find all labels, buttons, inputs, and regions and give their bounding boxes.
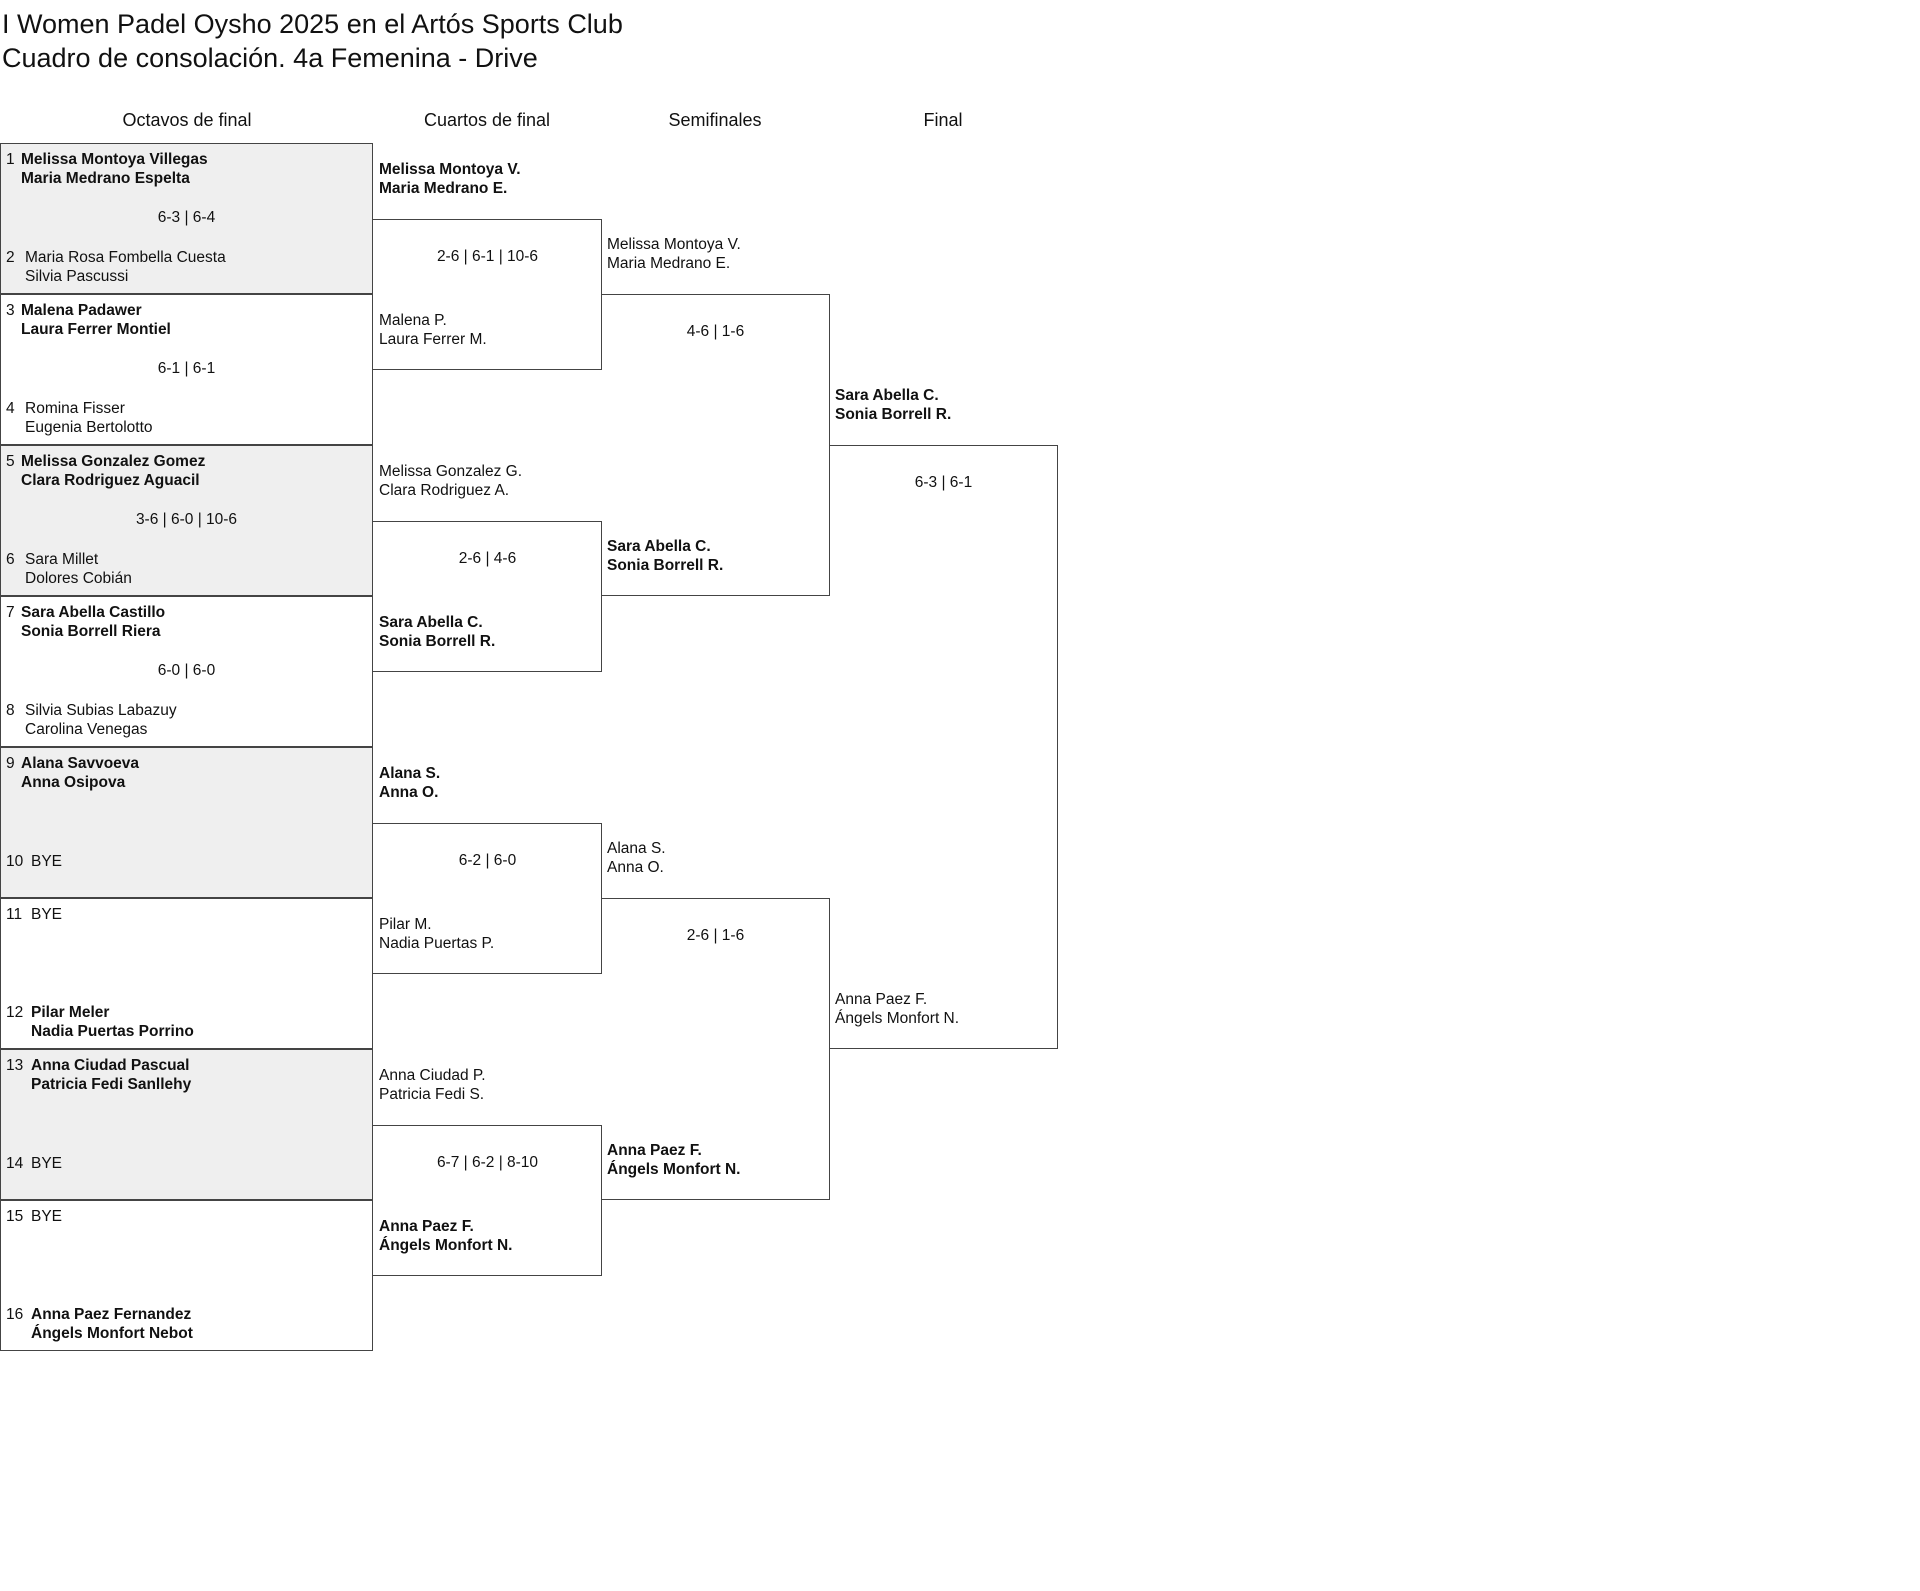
team-player-line: Silvia Subias Labazuy (25, 702, 177, 719)
match-box-octavos (0, 898, 373, 1049)
match-score: 6-3 | 6-4 (157, 209, 216, 226)
match-score: 6-7 | 6-2 | 8-10 (436, 1153, 539, 1171)
match-score: 6-3 | 6-1 (914, 474, 973, 491)
team-player-line: BYE (31, 1155, 63, 1172)
round-header-cuartos: Cuartos de final (423, 110, 551, 130)
team-player-line: Anna Ciudad Pascual (31, 1057, 190, 1074)
team-player-line: Ángels Monfort N. (607, 1161, 741, 1178)
team-slot (835, 990, 959, 1028)
team-name (31, 1056, 191, 1094)
team-slot (379, 160, 521, 198)
seed-number: 1 (6, 151, 15, 168)
team-slot (607, 235, 741, 273)
team-player-line: Anna Osipova (21, 774, 126, 791)
team-name (21, 150, 208, 188)
team-player-line: Sonia Borrell Riera (21, 623, 161, 640)
team-player-line: BYE (31, 1208, 63, 1225)
page-title: I Women Padel Oysho 2025 en el Artós Sports Club (2, 9, 623, 39)
team-player-line: Malena P. (379, 311, 447, 329)
team-player-line: Melissa Gonzalez G. (379, 462, 522, 480)
team-player-line: Anna Paez Fernandez (31, 1306, 192, 1323)
team-slot (379, 764, 440, 802)
team-player-line: Alana S. (379, 764, 441, 782)
match-score: 6-0 | 6-0 (157, 662, 216, 679)
round-header-semifinales: Semifinales (668, 110, 762, 130)
match-score: 2-6 | 4-6 (458, 549, 517, 567)
match-box-octavos (0, 596, 373, 747)
team-player-line: Anna O. (379, 783, 439, 801)
team-slot (607, 1141, 740, 1179)
seed-number: 3 (6, 302, 15, 319)
match-box-octavos (0, 445, 373, 596)
seed-number: 7 (6, 604, 15, 621)
team-name (25, 701, 177, 739)
seed-number: 9 (6, 755, 15, 772)
team-slot (835, 386, 951, 424)
team-slot (379, 1217, 512, 1255)
seed-number: 8 (6, 702, 15, 719)
team-slot (379, 462, 522, 500)
team-slot (607, 839, 666, 877)
team-player-line: BYE (31, 906, 63, 923)
team-player-line: Sara Abella C. (607, 538, 711, 555)
seed-number: 2 (6, 249, 15, 266)
team-player-line: Maria Rosa Fombella Cuesta (25, 249, 226, 266)
team-player-line: Maria Medrano Espelta (21, 170, 190, 187)
team-player-line: Patricia Fedi S. (379, 1085, 485, 1103)
team-name (31, 1305, 193, 1343)
match-score: 2-6 | 6-1 | 10-6 (436, 247, 539, 265)
team-player-line: Sonia Borrell R. (379, 632, 496, 650)
round-header-final: Final (923, 110, 963, 130)
team-player-line: Patricia Fedi Sanllehy (31, 1076, 192, 1093)
seed-number: 14 (6, 1155, 24, 1172)
match-box-octavos (0, 1049, 373, 1200)
team-name (31, 852, 62, 871)
team-slot (379, 1066, 486, 1104)
team-name (25, 550, 132, 588)
seed-number: 5 (6, 453, 15, 470)
seed-number: 13 (6, 1057, 24, 1074)
team-player-line: Ángels Monfort N. (379, 1236, 513, 1254)
team-player-line: Maria Medrano E. (607, 255, 731, 272)
team-player-line: Clara Rodriguez A. (379, 481, 510, 499)
team-player-line: Sara Abella C. (379, 613, 483, 631)
team-player-line: Anna O. (607, 859, 664, 876)
seed-number: 6 (6, 551, 15, 568)
team-player-line: Alana Savvoeva (21, 755, 140, 772)
seed-number: 12 (6, 1004, 24, 1021)
team-name (21, 603, 165, 641)
team-name (31, 1154, 62, 1173)
team-player-line: Melissa Montoya V. (379, 160, 521, 178)
team-player-line: Laura Ferrer M. (379, 330, 487, 348)
team-player-line: Sonia Borrell R. (607, 557, 724, 574)
team-player-line: Dolores Cobián (25, 570, 132, 587)
round-header-octavos: Octavos de final (122, 110, 252, 130)
team-name (31, 1003, 194, 1041)
team-player-line: Maria Medrano E. (379, 179, 508, 197)
team-player-line: Clara Rodriguez Aguacil (21, 472, 200, 489)
seed-number: 4 (6, 400, 15, 417)
team-slot (379, 613, 495, 651)
team-player-line: Laura Ferrer Montiel (21, 321, 171, 338)
team-player-line: Anna Paez F. (607, 1142, 702, 1159)
team-player-line: Silvia Pascussi (25, 268, 129, 285)
team-player-line: Sara Abella Castillo (21, 604, 166, 621)
team-player-line: Anna Ciudad P. (379, 1066, 486, 1084)
match-score: 6-2 | 6-0 (458, 851, 517, 869)
match-score: 2-6 | 1-6 (686, 927, 745, 944)
team-slot (607, 537, 723, 575)
team-player-line: Anna Paez F. (379, 1217, 474, 1235)
team-player-line: BYE (31, 853, 63, 870)
match-score: 4-6 | 1-6 (686, 323, 745, 340)
team-player-line: Alana S. (607, 840, 666, 857)
team-name (31, 905, 62, 924)
team-player-line: Eugenia Bertolotto (25, 419, 153, 436)
match-score: 6-1 | 6-1 (157, 360, 216, 377)
team-player-line: Carolina Venegas (25, 721, 148, 738)
team-player-line: Sara Abella C. (835, 387, 939, 404)
bracket-connector (829, 445, 1058, 1049)
seed-number: 15 (6, 1208, 24, 1225)
team-player-line: Melissa Montoya V. (607, 236, 741, 253)
team-player-line: Nadia Puertas P. (379, 934, 495, 952)
seed-number: 11 (6, 906, 23, 923)
team-name (25, 399, 153, 437)
team-player-line: Melissa Gonzalez Gomez (21, 453, 206, 470)
team-player-line: Melissa Montoya Villegas (21, 151, 208, 168)
team-player-line: Pilar Meler (31, 1004, 110, 1021)
match-box-octavos (0, 747, 373, 898)
match-box-octavos (0, 1200, 373, 1351)
team-player-line: Sara Millet (25, 551, 99, 568)
team-player-line: Romina Fisser (25, 400, 125, 417)
team-name (25, 248, 226, 286)
page-subtitle: Cuadro de consolación. 4a Femenina - Drive (2, 43, 538, 73)
seed-number: 10 (6, 853, 24, 870)
match-box-octavos (0, 294, 373, 445)
team-name (31, 1207, 62, 1226)
team-slot (379, 915, 494, 953)
team-slot (379, 311, 487, 349)
team-player-line: Anna Paez F. (835, 991, 928, 1008)
team-player-line: Sonia Borrell R. (835, 406, 952, 423)
team-player-line: Nadia Puertas Porrino (31, 1023, 194, 1040)
team-player-line: Pilar M. (379, 915, 432, 933)
match-score: 3-6 | 6-0 | 10-6 (135, 511, 238, 528)
team-player-line: Ángels Monfort Nebot (31, 1325, 193, 1342)
team-name (21, 452, 205, 490)
team-player-line: Ángels Monfort N. (835, 1010, 960, 1027)
team-name (21, 301, 171, 339)
team-name (21, 754, 139, 792)
seed-number: 16 (6, 1306, 24, 1323)
match-box-octavos (0, 143, 373, 294)
team-player-line: Malena Padawer (21, 302, 142, 319)
